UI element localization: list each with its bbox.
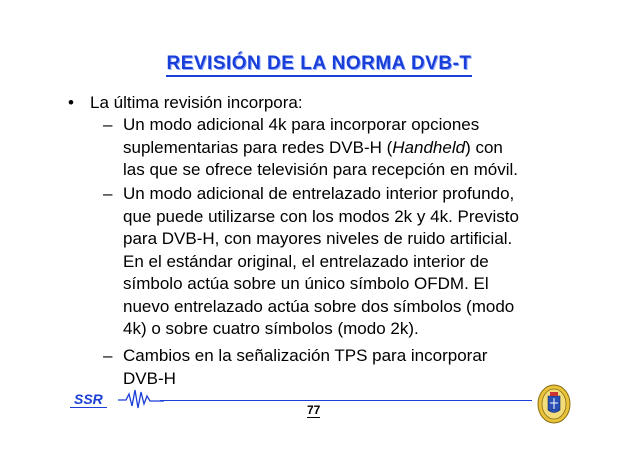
item2-line: símbolo actúa sobre un único símbolo OFDM. El [123, 274, 489, 293]
item2-line: Un modo adicional de entrelazado interior profundo, [123, 184, 515, 203]
item3-line: DVB-H [123, 368, 176, 388]
item1-line3: las que se ofrece televisión para recepción en móvil. [123, 160, 518, 179]
bullet-icon: • [68, 93, 74, 112]
item2-line: 4k) o sobre cuatro símbolos (modo 2k). [123, 319, 419, 338]
university-seal-icon [537, 384, 571, 424]
slide-title [0, 53, 638, 75]
item1-line2-end: ) con [465, 137, 503, 157]
ssr-logo: SSR [70, 391, 107, 408]
item2-line: nuevo entrelazado actúa sobre dos símbolos (modo [123, 296, 515, 316]
item1-line2-italic: Handheld [392, 137, 466, 157]
footer-divider [160, 400, 532, 401]
item1-line2 [123, 137, 573, 160]
item2-line: En el estándar original, el entrelazado interior de [123, 251, 489, 271]
item3-line: Cambios en la señalización TPS para incorporar [123, 346, 488, 365]
page-number: 77 [307, 403, 321, 417]
bullet-intro [68, 92, 303, 114]
item2-line: que puede utilizarse con los modos 2k y 4k. Previsto [123, 206, 519, 226]
intro-text: La última revisión incorpora: [90, 93, 303, 112]
signal-wave-icon [118, 386, 164, 412]
dash-icon: – [103, 184, 113, 203]
list-item-1 [103, 114, 573, 182]
dash-icon: – [103, 346, 113, 365]
item1-line2-start: suplementarias para redes DVB-H ( [123, 137, 393, 157]
slide-title-text: REVISIÓN DE LA NORMA DVB-T [166, 53, 471, 77]
item1-line1: Un modo adicional 4k para incorporar opciones [123, 115, 480, 134]
list-item-2 [103, 183, 573, 341]
dash-icon: – [103, 115, 113, 134]
list-item-3 [103, 345, 573, 390]
item2-line: para DVB-H, con mayores niveles de ruido artificial. [123, 229, 513, 248]
